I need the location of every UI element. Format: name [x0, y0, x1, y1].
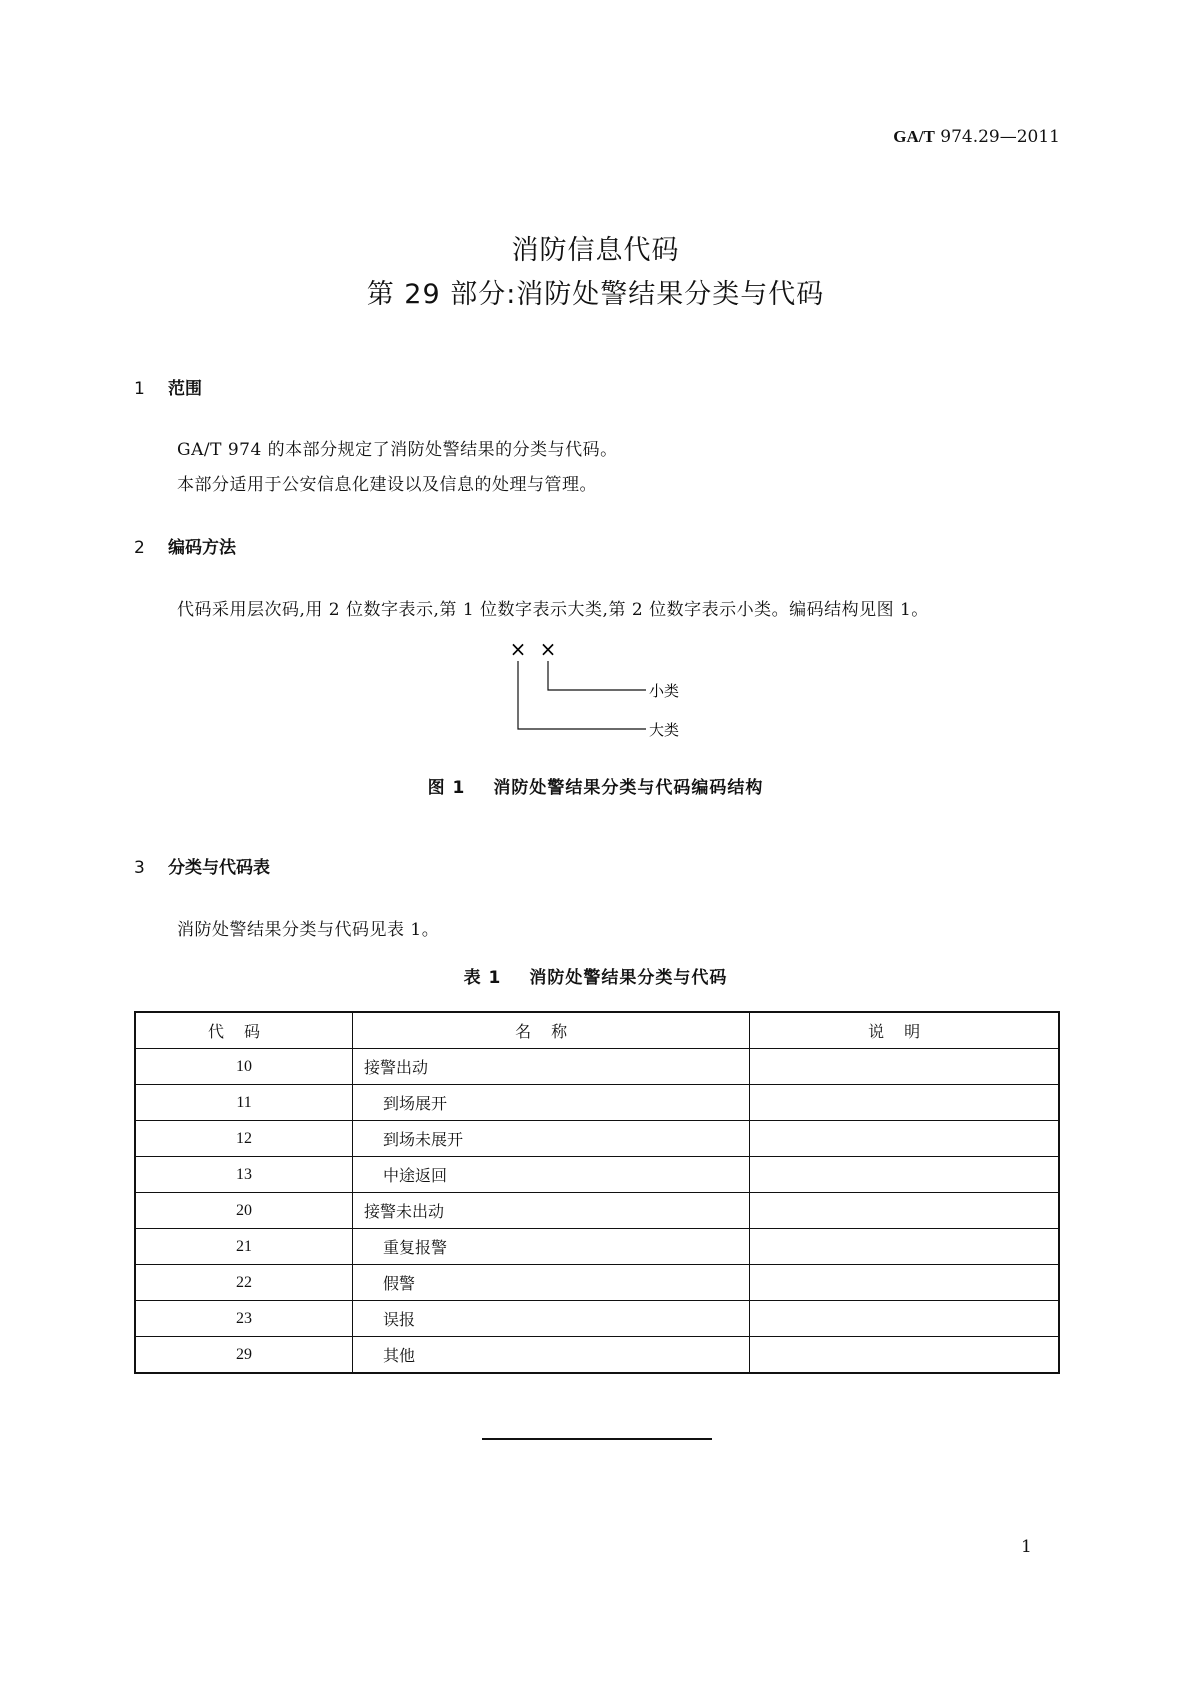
section-number: 3 [134, 858, 145, 878]
section-title: 范围 [168, 379, 202, 399]
note-cell [750, 1085, 1059, 1121]
note-cell [750, 1265, 1059, 1301]
table-row [135, 1085, 1059, 1121]
figure-number: 图 1 [427, 778, 466, 798]
table-row [135, 1301, 1059, 1337]
document-subtitle: 第 29 部分:消防处警结果分类与代码 [366, 279, 825, 310]
name-cell: 接警未出动 [353, 1193, 750, 1229]
code-cell: 10 [135, 1049, 353, 1085]
code-cell: 22 [135, 1265, 353, 1301]
figure-caption-text: 消防处警结果分类与代码编码结构 [493, 778, 764, 798]
note-cell [750, 1337, 1059, 1374]
minor-category-label: 小类 [649, 682, 680, 700]
figure-caption [0, 773, 1191, 798]
document-title: 消防信息代码 [511, 235, 680, 266]
code-structure-diagram [0, 0, 1191, 760]
name-cell: 重复报警 [353, 1229, 750, 1265]
code-table [134, 1011, 1060, 1374]
section-title: 分类与代码表 [168, 858, 270, 878]
table-row [135, 1229, 1059, 1265]
table-header-row [135, 1012, 1059, 1049]
column-header-note: 说明 [750, 1012, 1059, 1049]
table-caption [0, 963, 1191, 988]
note-cell [750, 1121, 1059, 1157]
section-number: 1 [134, 379, 145, 399]
note-cell [750, 1301, 1059, 1337]
column-header-code: 代码 [135, 1012, 353, 1049]
code-cell: 21 [135, 1229, 353, 1265]
name-cell: 接警出动 [353, 1049, 750, 1085]
section-1-paragraph-2: 本部分适用于公安信息化建设以及信息的处理与管理。 [177, 475, 597, 495]
name-cell: 到场未展开 [353, 1121, 750, 1157]
table-row [135, 1121, 1059, 1157]
section-2-paragraph-1: 代码采用层次码,用 2 位数字表示,第 1 位数字表示大类,第 2 位数字表示小类。编码结构见图 1。 [177, 600, 929, 620]
section-3-paragraph-1: 消防处警结果分类与代码见表 1。 [177, 920, 440, 940]
name-cell: 误报 [353, 1301, 750, 1337]
end-of-text-rule [482, 1438, 712, 1440]
section-3-heading [134, 853, 270, 878]
major-category-label: 大类 [649, 721, 680, 739]
code-cell: 20 [135, 1193, 353, 1229]
section-number: 2 [134, 538, 145, 558]
name-cell: 其他 [353, 1337, 750, 1374]
major-digit-placeholder: × [509, 637, 527, 661]
standard-code: 974.29—2011 [940, 127, 1060, 147]
code-cell: 23 [135, 1301, 353, 1337]
code-cell: 11 [135, 1085, 353, 1121]
note-cell [750, 1193, 1059, 1229]
section-title: 编码方法 [168, 538, 236, 558]
section-1-paragraph-1: GA/T 974 的本部分规定了消防处警结果的分类与代码。 [177, 440, 618, 460]
code-cell: 29 [135, 1337, 353, 1374]
note-cell [750, 1049, 1059, 1085]
table-number: 表 1 [463, 968, 502, 988]
column-header-name: 名称 [353, 1012, 750, 1049]
major-connector-line [518, 661, 646, 729]
note-cell [750, 1229, 1059, 1265]
table-row [135, 1049, 1059, 1085]
table-row [135, 1157, 1059, 1193]
table-row [135, 1337, 1059, 1374]
name-cell: 中途返回 [353, 1157, 750, 1193]
standard-prefix: GA/T [893, 127, 935, 146]
minor-digit-placeholder: × [539, 637, 557, 661]
name-cell: 假警 [353, 1265, 750, 1301]
page-number: 1 [1021, 1537, 1032, 1557]
name-cell: 到场展开 [353, 1085, 750, 1121]
table-row [135, 1193, 1059, 1229]
code-cell: 12 [135, 1121, 353, 1157]
minor-connector-line [548, 661, 646, 690]
note-cell [750, 1157, 1059, 1193]
code-cell: 13 [135, 1157, 353, 1193]
table-caption-text: 消防处警结果分类与代码 [529, 968, 728, 988]
table-row [135, 1265, 1059, 1301]
